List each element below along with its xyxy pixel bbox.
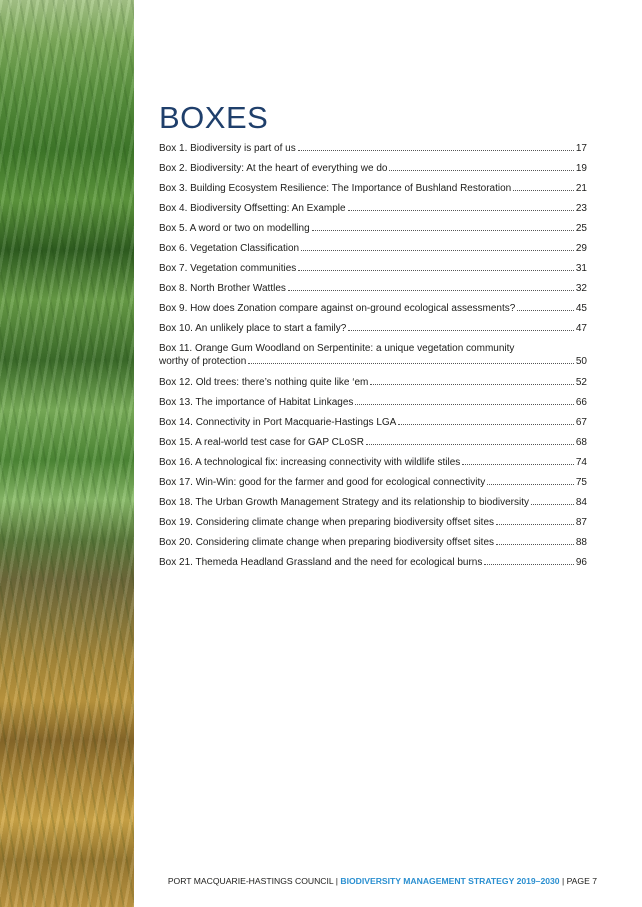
dot-leader bbox=[355, 404, 574, 405]
dot-leader bbox=[298, 270, 574, 271]
toc-entry[interactable] bbox=[159, 282, 587, 302]
toc-entry[interactable] bbox=[159, 182, 587, 202]
toc-entry-page: 17 bbox=[575, 143, 587, 154]
dot-leader bbox=[462, 464, 574, 465]
toc-entry-page: 23 bbox=[575, 203, 587, 214]
toc-entry-page: 45 bbox=[575, 303, 587, 314]
footer-strategy-title: BIODIVERSITY MANAGEMENT STRATEGY 2019–2030 bbox=[340, 876, 560, 886]
footer-page-number: | PAGE 7 bbox=[559, 876, 597, 886]
toc-entry[interactable] bbox=[159, 536, 587, 556]
dot-leader bbox=[484, 564, 574, 565]
toc-entry-page: 50 bbox=[575, 356, 587, 367]
toc-entry-page: 52 bbox=[575, 377, 587, 388]
toc-entry-label: Box 8. North Brother Wattles bbox=[159, 283, 286, 294]
toc-entry-page: 25 bbox=[575, 223, 587, 234]
toc-entry[interactable] bbox=[159, 516, 587, 536]
toc-entry-page: 75 bbox=[575, 477, 587, 488]
dot-leader bbox=[531, 504, 574, 505]
toc-entry-page: 19 bbox=[575, 163, 587, 174]
toc-entry[interactable] bbox=[159, 556, 587, 576]
toc-entry-label: Box 5. A word or two on modelling bbox=[159, 223, 310, 234]
toc-entry-label: Box 9. How does Zonation compare against on-ground ecological assessments? bbox=[159, 303, 516, 314]
toc-entry-page: 87 bbox=[575, 517, 587, 528]
toc-entry[interactable] bbox=[159, 436, 587, 456]
toc-entry-label: Box 18. The Urban Growth Management Strategy and its relationship to biodiversity bbox=[159, 497, 530, 508]
toc-entry[interactable] bbox=[159, 162, 587, 182]
toc-entry[interactable] bbox=[159, 322, 587, 342]
toc-entry-page: 32 bbox=[575, 283, 587, 294]
nature-photo-strip bbox=[0, 0, 134, 907]
toc-entry[interactable] bbox=[159, 396, 587, 416]
dot-leader bbox=[517, 310, 574, 311]
toc-entry-page: 88 bbox=[575, 537, 587, 548]
toc-entry[interactable] bbox=[159, 242, 587, 262]
toc-entry-label: Box 15. A real-world test case for GAP CLoSR bbox=[159, 437, 364, 448]
page-title: BOXES bbox=[159, 100, 269, 135]
toc-entry-page: 68 bbox=[575, 437, 587, 448]
toc-entry-page: 66 bbox=[575, 397, 587, 408]
dot-leader bbox=[348, 210, 574, 211]
toc-entry-label-continued: worthy of protection bbox=[159, 356, 247, 367]
toc-entry[interactable] bbox=[159, 376, 587, 396]
toc-entry-page: 74 bbox=[575, 457, 587, 468]
toc-entry-label: Box 11. Orange Gum Woodland on Serpentinite: a unique vegetation community bbox=[159, 343, 515, 354]
toc-entry-label: Box 17. Win-Win: good for the farmer and good for ecological connectivity bbox=[159, 477, 486, 488]
toc-entry[interactable] bbox=[159, 222, 587, 242]
dot-leader bbox=[366, 444, 574, 445]
toc-entry-label: Box 14. Connectivity in Port Macquarie-Hastings LGA bbox=[159, 417, 397, 428]
toc-entry-page: 29 bbox=[575, 243, 587, 254]
toc-entry-label: Box 10. An unlikely place to start a family? bbox=[159, 323, 347, 334]
toc-entry-label: Box 1. Biodiversity is part of us bbox=[159, 143, 296, 154]
dot-leader bbox=[487, 484, 574, 485]
dot-leader bbox=[496, 524, 574, 525]
toc-entry[interactable] bbox=[159, 456, 587, 476]
dot-leader bbox=[248, 363, 574, 364]
dot-leader bbox=[496, 544, 574, 545]
toc-entry-page: 96 bbox=[575, 557, 587, 568]
toc-entry-label: Box 19. Considering climate change when preparing biodiversity offset sites bbox=[159, 517, 494, 528]
dot-leader bbox=[398, 424, 574, 425]
footer-council: PORT MACQUARIE-HASTINGS COUNCIL | bbox=[167, 876, 341, 886]
toc-entry[interactable] bbox=[159, 262, 587, 282]
toc-entry-page: 84 bbox=[575, 497, 587, 508]
toc-entry-page: 47 bbox=[575, 323, 587, 334]
toc-entry[interactable] bbox=[159, 342, 587, 376]
toc-entry-label: Box 2. Biodiversity: At the heart of everything we do bbox=[159, 163, 388, 174]
toc-entry-page: 21 bbox=[575, 183, 587, 194]
toc-entry-label: Box 4. Biodiversity Offsetting: An Example bbox=[159, 203, 346, 214]
toc-entry-label: Box 6. Vegetation Classification bbox=[159, 243, 300, 254]
toc-entry[interactable] bbox=[159, 496, 587, 516]
dot-leader bbox=[513, 190, 574, 191]
toc-entry-label: Box 3. Building Ecosystem Resilience: The Importance of Bushland Restoration bbox=[159, 183, 512, 194]
page-footer bbox=[168, 876, 597, 886]
toc-entry[interactable] bbox=[159, 476, 587, 496]
dot-leader bbox=[288, 290, 574, 291]
boxes-contents-list bbox=[159, 142, 587, 576]
toc-entry-label: Box 16. A technological fix: increasing connectivity with wildlife stiles bbox=[159, 457, 461, 468]
dot-leader bbox=[389, 170, 573, 171]
toc-entry-label: Box 7. Vegetation communities bbox=[159, 263, 297, 274]
toc-entry[interactable] bbox=[159, 202, 587, 222]
toc-entry[interactable] bbox=[159, 302, 587, 322]
dot-leader bbox=[348, 330, 574, 331]
toc-entry[interactable] bbox=[159, 416, 587, 436]
dot-leader bbox=[301, 250, 574, 251]
dot-leader bbox=[298, 150, 574, 151]
toc-entry-label: Box 12. Old trees: there’s nothing quite like ‘em bbox=[159, 377, 369, 388]
toc-entry-label: Box 20. Considering climate change when preparing biodiversity offset sites bbox=[159, 537, 494, 548]
toc-entry-label: Box 21. Themeda Headland Grassland and the need for ecological burns bbox=[159, 557, 483, 568]
dot-leader bbox=[312, 230, 574, 231]
toc-entry[interactable] bbox=[159, 142, 587, 162]
toc-entry-page: 67 bbox=[575, 417, 587, 428]
toc-entry-page: 31 bbox=[575, 263, 587, 274]
dot-leader bbox=[370, 384, 574, 385]
toc-entry-label: Box 13. The importance of Habitat Linkages bbox=[159, 397, 354, 408]
